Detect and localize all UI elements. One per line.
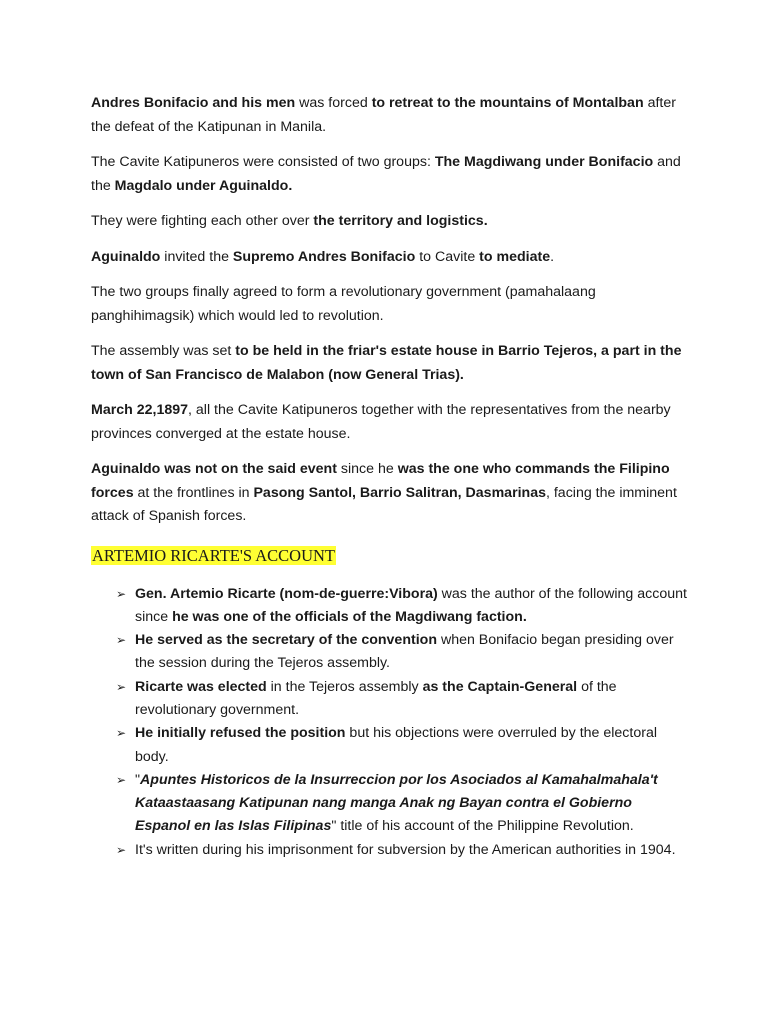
bold-text: the territory and logistics. — [313, 213, 488, 229]
paragraph — [91, 210, 688, 234]
bullet-item — [116, 839, 688, 862]
text-run: The Cavite Katipuneros were consisted of two groups: — [91, 154, 435, 170]
bullet-list — [91, 583, 688, 863]
paragraph — [91, 246, 688, 270]
arrow-bullet-icon: ➢ — [116, 842, 127, 857]
text-run: was the author of the following account since — [135, 585, 687, 625]
arrow-bullet-icon: ➢ — [116, 772, 127, 787]
bold-text: Aguinaldo — [91, 248, 161, 265]
text-run: , facing the imminent attack of Spanish forces. — [91, 484, 677, 524]
text-run: , all the Cavite Katipuneros together with the representatives from the nearby provinces converged at the estate house. — [91, 402, 671, 442]
arrow-bullet-icon: ➢ — [116, 726, 127, 741]
bold-text: Aguinaldo was not on the said event — [91, 461, 337, 477]
bold-text: to be held in the friar's estate house in Barrio Tejeros, a part in the town of San Francisco de Malabon (now General Trias). — [91, 343, 682, 383]
paragraph — [91, 340, 688, 387]
section-heading — [91, 545, 688, 567]
bullet-item — [116, 676, 688, 723]
section-heading-text: ARTEMIO RICARTE'S ACCOUNT — [92, 545, 336, 565]
bullet-item — [116, 769, 688, 839]
bold-text: Andres Bonifacio and his men — [91, 95, 296, 111]
paragraph — [91, 399, 688, 446]
bullet-item — [116, 583, 688, 630]
paragraph-list — [91, 92, 688, 529]
arrow-bullet-icon: ➢ — [116, 633, 127, 648]
paragraph — [91, 151, 688, 198]
bullet-item — [116, 722, 688, 769]
bold-text: Magdalo under Aguinaldo. — [114, 177, 293, 194]
text-run: invited the — [160, 248, 233, 265]
text-run: and the — [91, 154, 681, 194]
bold-text: to mediate — [479, 248, 551, 265]
bold-text: Gen. Artemio Ricarte (nom-de-guerre:Vibora) — [135, 585, 438, 602]
arrow-bullet-icon: ➢ — [116, 679, 127, 694]
text-run: The assembly was set — [91, 343, 236, 359]
text-run: It's written during his imprisonment for subversion by the American authorities in 1904. — [135, 841, 676, 858]
text-run: but his objections were overruled by the electoral body. — [135, 725, 657, 765]
paragraph — [91, 458, 688, 529]
text-run: in the Tejeros assembly — [266, 678, 423, 695]
arrow-bullet-icon: ➢ — [116, 586, 127, 601]
text-run: " — [135, 771, 141, 788]
bold-text: The Magdiwang under Bonifacio — [434, 154, 654, 170]
paragraph — [91, 92, 688, 139]
bold-text: Supremo Andres Bonifacio — [232, 248, 416, 265]
text-run: . — [550, 248, 555, 265]
text-run: at the frontlines in — [133, 484, 254, 501]
text-run: of the revolutionary government. — [135, 678, 617, 718]
bold-text: was the one who commands the Filipino forces — [91, 461, 670, 501]
text-run: to Cavite — [415, 248, 480, 265]
bold-text: March 22,1897 — [91, 402, 189, 418]
bold-text: as the Captain-General — [422, 678, 578, 695]
bold-text: to retreat to the mountains of Montalban — [371, 95, 644, 111]
text-run: was forced — [295, 95, 372, 111]
paragraph — [91, 281, 688, 328]
text-run: when Bonifacio began presiding over the session during the Tejeros assembly. — [135, 632, 674, 672]
text-run: since he — [336, 461, 398, 477]
bold-text: He initially refused the position — [135, 725, 346, 742]
bold-text: Ricarte was elected — [135, 678, 267, 695]
bold-text: He served as the secretary of the convention — [135, 632, 437, 649]
text-run: The two groups finally agreed to form a revolutionary government (pamahalaang panghihimagsik) which would led to revolution. — [91, 284, 596, 324]
text-run: They were fighting each other over — [91, 213, 314, 229]
bold-text: Apuntes Historicos de la Insurreccion por los Asociados al Kamahalmahala't Kataastaasang Katipunan nang manga Anak ng Bayan contra el Gobierno Espanol en las Islas Filipinas — [135, 771, 658, 835]
bold-text: he was one of the officials of the Magdiwang faction. — [172, 608, 527, 625]
bullet-item — [116, 629, 688, 676]
text-run: " title of his account of the Philippine Revolution. — [331, 818, 634, 835]
bold-text: Pasong Santol, Barrio Salitran, Dasmarinas — [253, 484, 546, 501]
text-run: after the defeat of the Katipunan in Manila. — [91, 95, 676, 135]
